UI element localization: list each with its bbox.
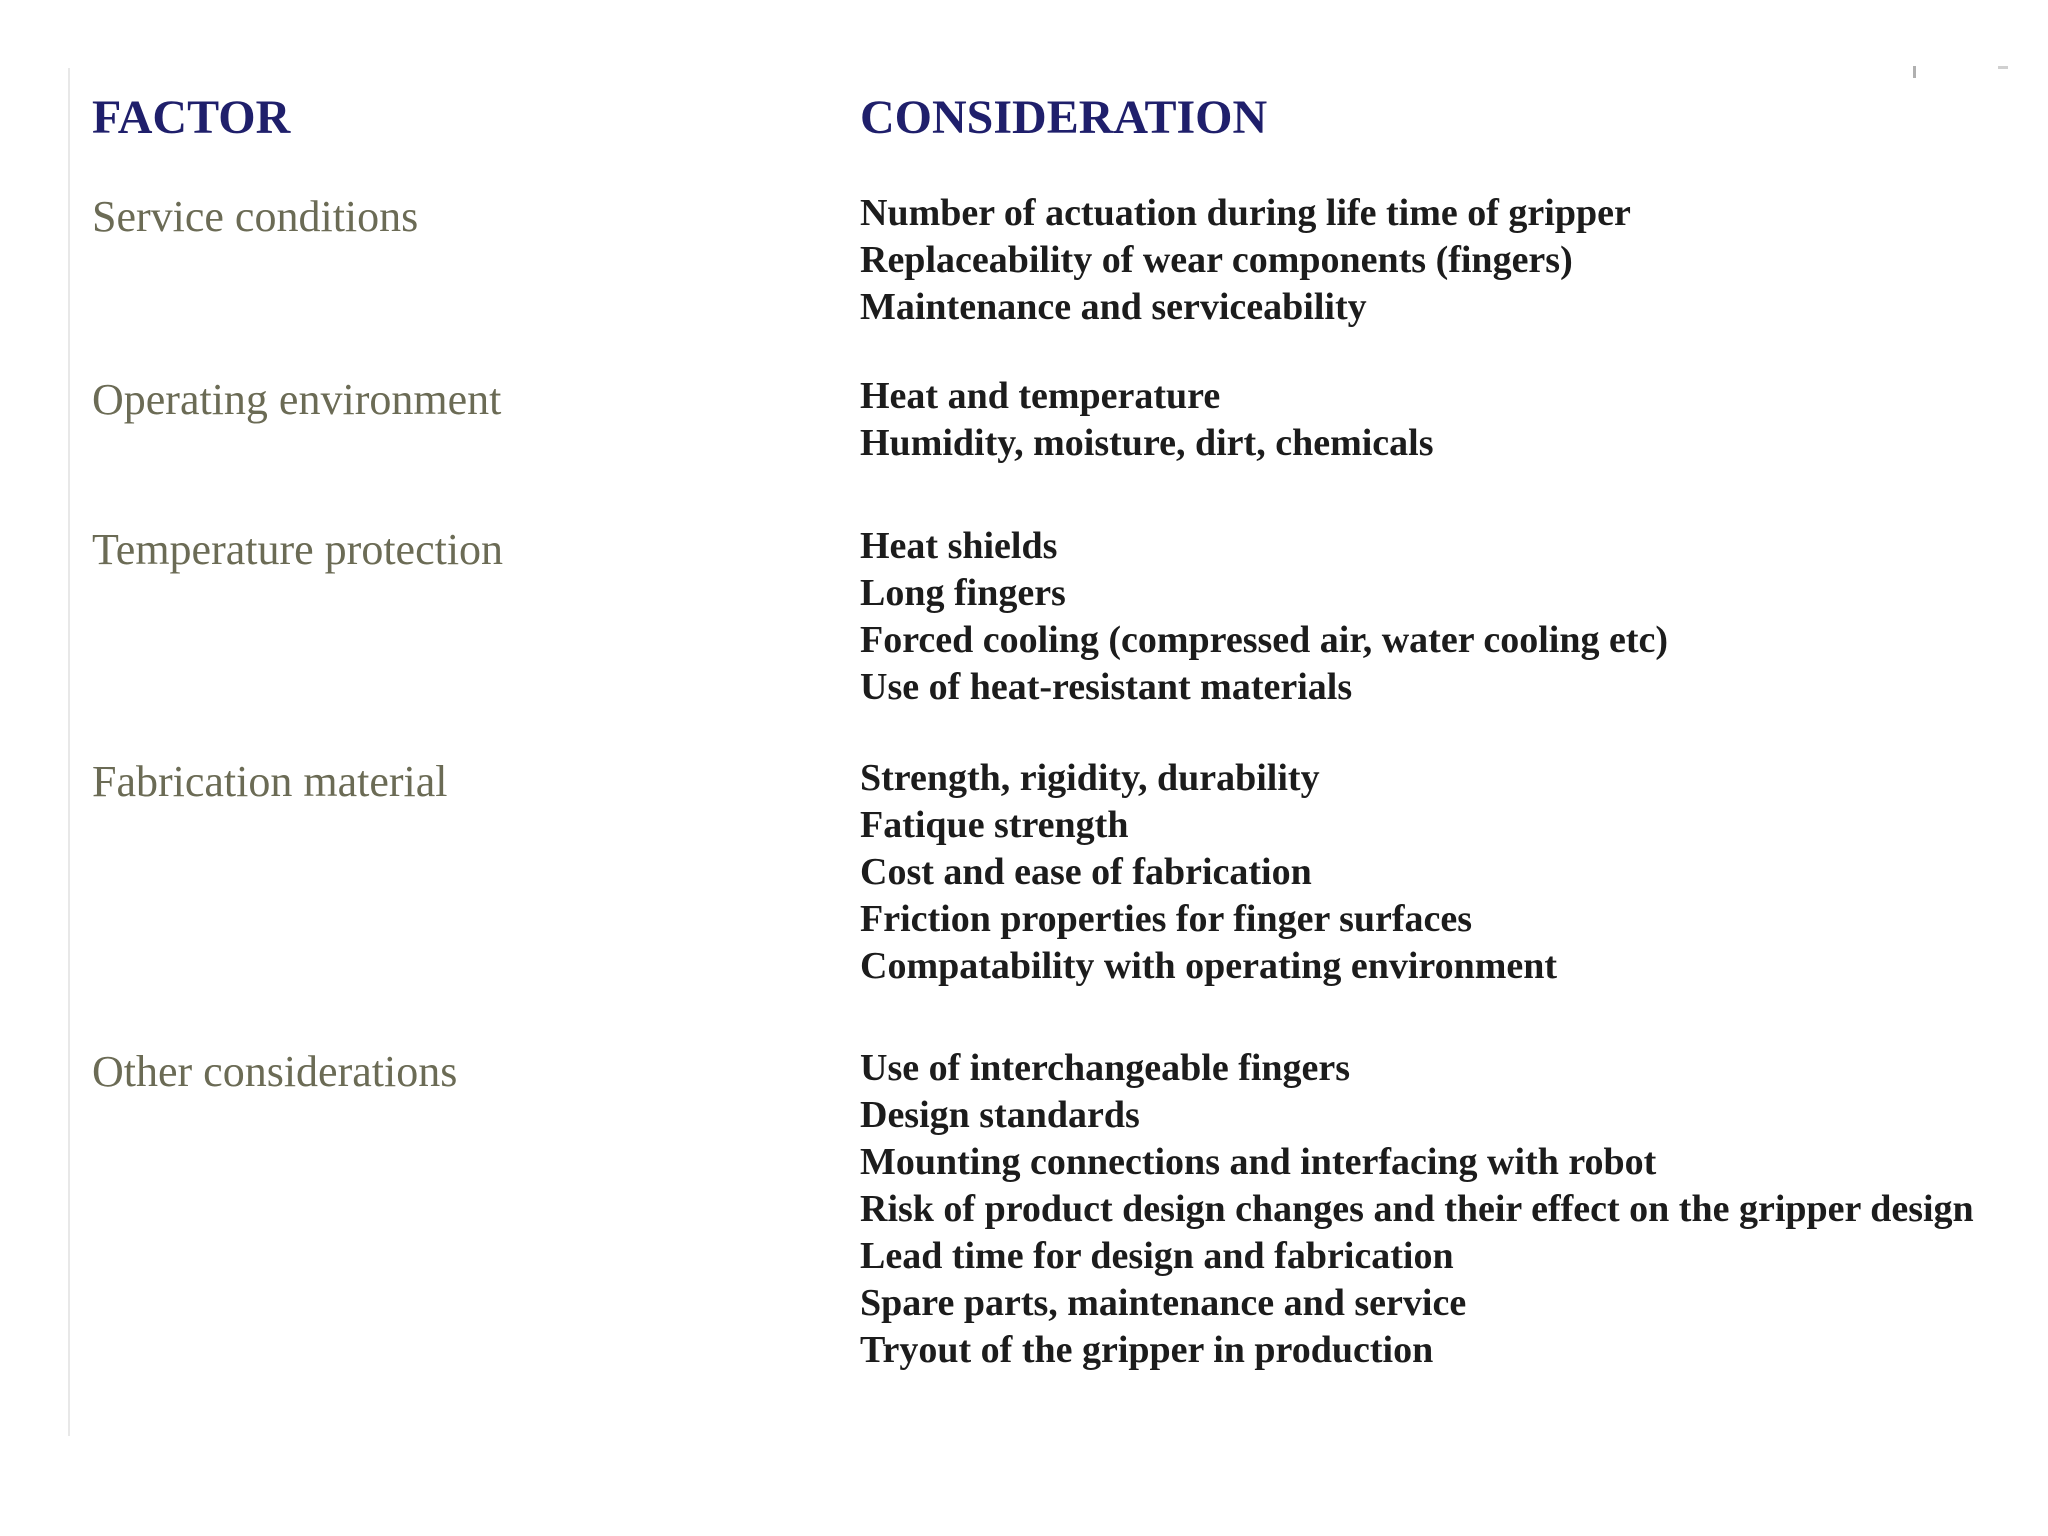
consideration-item: Design standards bbox=[860, 1094, 1140, 1136]
factor-service-conditions: Service conditions bbox=[92, 192, 419, 241]
consideration-item: Humidity, moisture, dirt, chemicals bbox=[860, 422, 1434, 464]
consideration-item: Cost and ease of fabrication bbox=[860, 851, 1312, 893]
consideration-item: Friction properties for finger surfaces bbox=[860, 898, 1473, 940]
consideration-item: Spare parts, maintenance and service bbox=[860, 1282, 1467, 1324]
considerations-fabrication-material bbox=[860, 755, 1557, 990]
consideration-column-header: CONSIDERATION bbox=[860, 91, 1268, 144]
consideration-item: Replaceability of wear components (fingers) bbox=[860, 239, 1573, 281]
consideration-item: Strength, rigidity, durability bbox=[860, 757, 1320, 799]
consideration-item: Risk of product design changes and their effect on the gripper design bbox=[860, 1188, 1974, 1230]
consideration-item: Maintenance and serviceability bbox=[860, 286, 1367, 328]
considerations-other bbox=[860, 1045, 1974, 1374]
consideration-item: Heat and temperature bbox=[860, 375, 1221, 417]
consideration-item: Use of heat-resistant materials bbox=[860, 666, 1353, 708]
considerations-operating-environment bbox=[860, 373, 1434, 467]
factor-fabrication-material: Fabrication material bbox=[92, 757, 448, 806]
left-divider bbox=[68, 68, 70, 1436]
consideration-item: Lead time for design and fabrication bbox=[860, 1235, 1454, 1277]
consideration-item: Number of actuation during life time of gripper bbox=[860, 192, 1631, 234]
factor-temperature-protection: Temperature protection bbox=[92, 525, 504, 574]
consideration-item: Fatique strength bbox=[860, 804, 1129, 846]
corner-mark bbox=[1913, 66, 1916, 78]
factor-column-header: FACTOR bbox=[92, 91, 291, 144]
factor-other-considerations: Other considerations bbox=[92, 1047, 458, 1096]
consideration-item: Use of interchangeable fingers bbox=[860, 1047, 1351, 1089]
factor-operating-environment: Operating environment bbox=[92, 375, 502, 424]
consideration-item: Tryout of the gripper in production bbox=[860, 1329, 1434, 1371]
considerations-temperature-protection bbox=[860, 523, 1668, 711]
consideration-item: Mounting connections and interfacing with robot bbox=[860, 1141, 1657, 1183]
consideration-item: Compatability with operating environment bbox=[860, 945, 1558, 987]
consideration-item: Forced cooling (compressed air, water cooling etc) bbox=[860, 619, 1669, 661]
consideration-item: Long fingers bbox=[860, 572, 1066, 614]
considerations-service-conditions bbox=[860, 190, 1631, 331]
corner-mark bbox=[1998, 66, 2008, 69]
consideration-item: Heat shields bbox=[860, 525, 1058, 567]
